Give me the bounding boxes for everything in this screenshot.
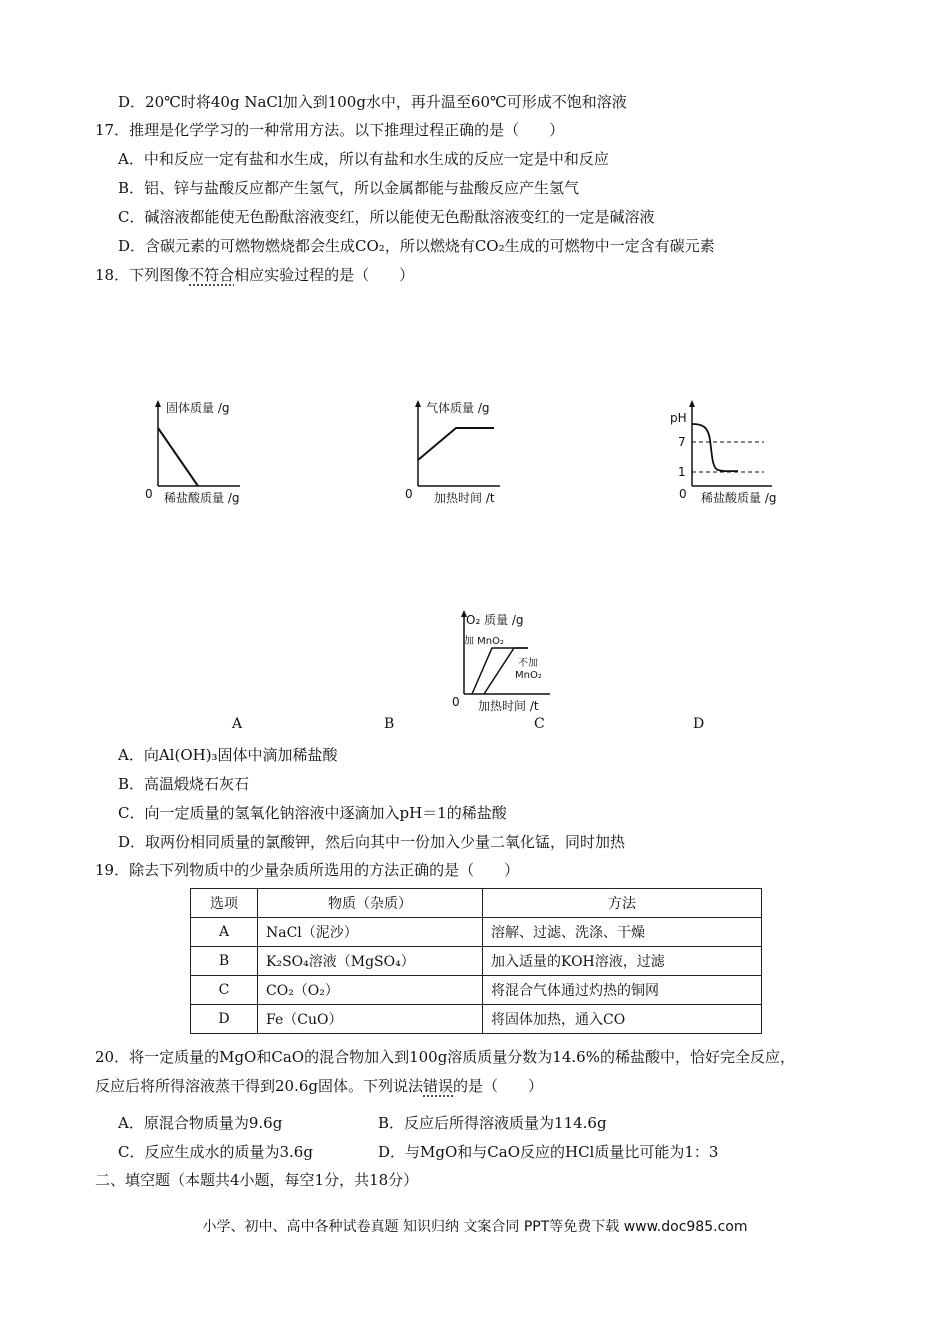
chart-c-tick-1: 1 xyxy=(678,465,686,479)
table-cell: Fe（CuO） xyxy=(258,1005,483,1034)
chart-c xyxy=(668,398,808,512)
chart-c-tick-7: 7 xyxy=(678,435,686,449)
chart-label-c: C xyxy=(534,716,545,732)
chart-a-curve xyxy=(158,428,198,486)
chart-d xyxy=(448,608,578,722)
q20-emphasis: 错误 xyxy=(423,1077,454,1095)
table-row xyxy=(191,1005,762,1034)
q17-option-c: C．碱溶液都能使无色酚酞溶液变红，所以能使无色酚酞溶液变红的一定是碱溶液 xyxy=(118,208,655,226)
q20-stem-2: 反应后将所得溶液蒸干得到20.6g固体。下列说法错误的是（ ） xyxy=(95,1077,544,1095)
q20-option-d: D．与MgO和与CaO反应的HCl质量比可能为1：3 xyxy=(378,1143,719,1161)
table-header: 物质（杂质） xyxy=(258,889,483,918)
chart-c-curve xyxy=(692,424,738,471)
footer: 小学、初中、高中各种试卷真题 知识归纳 文案合同 PPT等免费下载 www.doc985.com xyxy=(202,1219,748,1235)
q18-option-b: B．高温煅烧石灰石 xyxy=(118,775,250,793)
chart-c-ylabel: pH xyxy=(670,411,687,425)
q19-stem: 19．除去下列物质中的少量杂质所选用的方法正确的是（ ） xyxy=(95,861,520,879)
table-cell: D xyxy=(191,1005,258,1034)
chart-d-label-with: 加 MnO₂ xyxy=(464,636,505,647)
table-cell: 加入适量的KOH溶液，过滤 xyxy=(483,947,762,976)
table-cell: B xyxy=(191,947,258,976)
chart-a-svg xyxy=(140,398,270,508)
table-cell: 将混合气体通过灼热的铜网 xyxy=(483,976,762,1005)
table-cell: 将固体加热，通入CO xyxy=(483,1005,762,1034)
q16-option-d: D．20℃时将40g NaCl加入到100g水中，再升温至60℃可形成不饱和溶液 xyxy=(118,93,627,111)
table-header-row xyxy=(191,889,762,918)
chart-b-y-arrow xyxy=(415,400,421,407)
chart-c-origin: 0 xyxy=(679,487,687,501)
chart-d-svg xyxy=(448,608,578,718)
chart-a xyxy=(140,398,270,512)
table-header: 选项 xyxy=(191,889,258,918)
table-cell: 溶解、过滤、洗涤、干燥 xyxy=(483,918,762,947)
chart-a-xlabel: 稀盐酸质量 /g xyxy=(164,491,240,505)
q17-stem: 17．推理是化学学习的一种常用方法。以下推理过程正确的是（ ） xyxy=(95,121,565,139)
chart-label-a: A xyxy=(232,716,243,732)
table-cell: NaCl（泥沙） xyxy=(258,918,483,947)
q18-emphasis: 不符合 xyxy=(189,266,235,284)
chart-b-xlabel: 加热时间 /t xyxy=(434,491,495,505)
q20-option-c: C．反应生成水的质量为3.6g xyxy=(118,1143,313,1161)
chart-b-origin: 0 xyxy=(405,487,413,501)
q18-option-a: A．向Al(OH)₃固体中滴加稀盐酸 xyxy=(118,746,338,764)
chart-a-y-arrow xyxy=(155,400,161,407)
table-cell: A xyxy=(191,918,258,947)
table-row xyxy=(191,947,762,976)
table-cell: CO₂（O₂） xyxy=(258,976,483,1005)
chart-label-d: D xyxy=(693,716,705,732)
q18-option-c: C．向一定质量的氢氧化钠溶液中逐滴加入pH＝1的稀盐酸 xyxy=(118,804,507,822)
section-2-heading: 二、填空题（本题共4小题，每空1分，共18分） xyxy=(95,1171,419,1189)
q19-table xyxy=(190,888,762,1034)
chart-d-origin: 0 xyxy=(452,695,460,709)
q17-option-a: A．中和反应一定有盐和水生成，所以有盐和水生成的反应一定是中和反应 xyxy=(118,150,609,168)
q20-stem-1: 20．将一定质量的MgO和CaO的混合物加入到100g溶质质量分数为14.6%的稀盐酸中，恰好完全反应， xyxy=(95,1048,795,1066)
q20-option-a: A．原混合物质量为9.6g xyxy=(118,1114,283,1132)
q17-option-d: D．含碳元素的可燃物燃烧都会生成CO₂，所以燃烧有CO₂生成的可燃物中一定含有碳元素 xyxy=(118,237,715,255)
q18-stem: 18．下列图像不符合相应实验过程的是（ ） xyxy=(95,266,415,284)
q18-option-d: D．取两份相同质量的氯酸钾，然后向其中一份加入少量二氧化锰，同时加热 xyxy=(118,833,626,851)
chart-label-b: B xyxy=(384,716,395,732)
chart-d-label-without-1: 不加 xyxy=(518,658,538,669)
chart-b-ylabel: 气体质量 /g xyxy=(426,401,490,415)
table-row xyxy=(191,976,762,1005)
q20-option-b: B．反应后所得溶液质量为114.6g xyxy=(378,1114,607,1132)
chart-d-xlabel: 加热时间 /t xyxy=(478,699,539,713)
chart-b-svg xyxy=(400,398,530,508)
chart-a-origin: 0 xyxy=(145,487,153,501)
chart-d-label-without-2: MnO₂ xyxy=(515,670,542,681)
table-header: 方法 xyxy=(483,889,762,918)
chart-d-ylabel: O₂ 质量 /g xyxy=(466,613,524,627)
table-cell: C xyxy=(191,976,258,1005)
chart-c-xlabel: 稀盐酸质量 /g xyxy=(701,491,777,505)
chart-c-svg xyxy=(668,398,808,508)
chart-a-ylabel: 固体质量 /g xyxy=(166,401,230,415)
chart-c-y-arrow xyxy=(689,400,695,407)
chart-b-curve xyxy=(418,428,494,460)
q17-option-b: B．铝、锌与盐酸反应都产生氢气，所以金属都能与盐酸反应产生氢气 xyxy=(118,179,580,197)
chart-b xyxy=(400,398,530,512)
table-row xyxy=(191,918,762,947)
table-cell: K₂SO₄溶液（MgSO₄） xyxy=(258,947,483,976)
